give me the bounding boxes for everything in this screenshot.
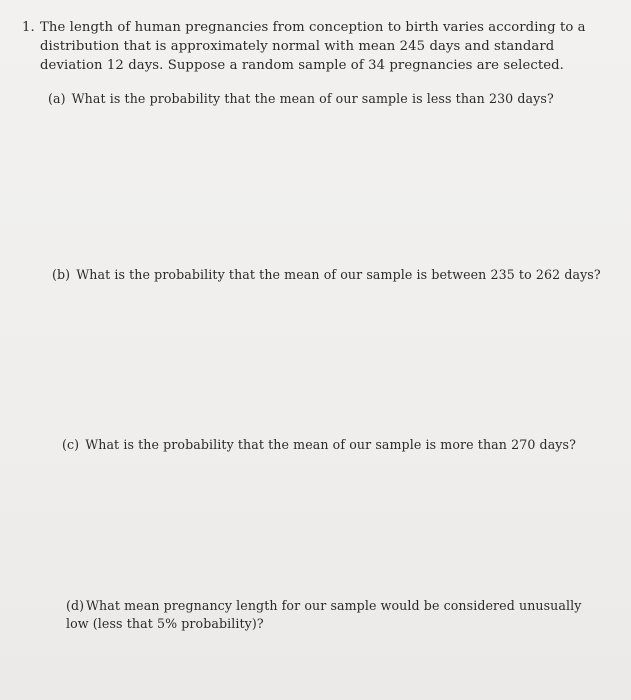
part-b-text: What is the probability that the mean of our sample is between 235 to 262 days?	[76, 267, 601, 282]
part-c-label: (c)	[62, 437, 80, 452]
part-c-text: What is the probability that the mean of our sample is more than 270 days?	[85, 437, 576, 452]
question-part-c	[62, 436, 576, 454]
part-b-label: (b)	[52, 267, 71, 282]
problem-statement: The length of human pregnancies from conception to birth varies according to a distribution that is approximately normal with mean 245 days and standard deviation 12 days. Suppose a random sample of 34 pregnancies are selected.	[40, 20, 586, 73]
question-part-b	[52, 266, 601, 284]
problem-number: 1.	[22, 20, 35, 35]
question-part-d	[66, 597, 596, 633]
problem-1	[22, 18, 612, 75]
question-part-a	[48, 90, 554, 108]
part-d-text: What mean pregnancy length for our sample would be considered unusually low (less that 5% probability)?	[66, 598, 582, 631]
part-a-label: (a)	[48, 91, 66, 106]
part-d-label: (d)	[66, 598, 85, 613]
part-a-text: What is the probability that the mean of our sample is less than 230 days?	[71, 91, 554, 106]
